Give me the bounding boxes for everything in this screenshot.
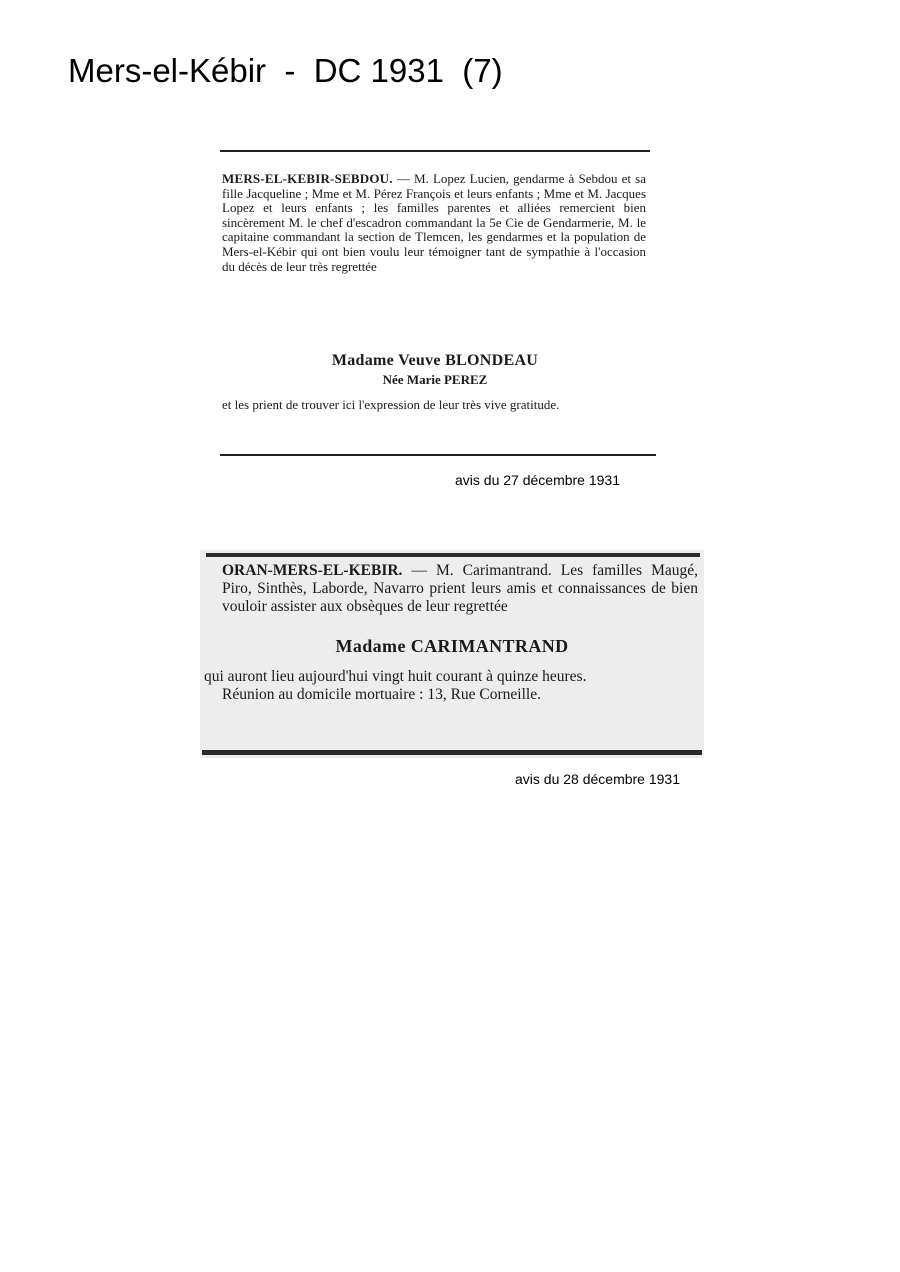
page-title: Mers-el-Kébir - DC 1931 (7): [68, 52, 503, 89]
maiden-name: Née Marie PEREZ: [382, 372, 488, 387]
funeral-address: Réunion au domicile mortuaire : 13, Rue Corneille.: [222, 686, 541, 703]
notice-heading: ORAN-MERS-EL-KEBIR.: [222, 562, 403, 579]
deceased-name: Madame Veuve BLONDEAU: [331, 352, 539, 369]
notice-closing: [204, 668, 698, 704]
divider-top: [220, 150, 650, 152]
obituary-clipping-carimantrand: [200, 550, 704, 758]
notice-heading: MERS-EL-KEBIR-SEBDOU.: [222, 171, 393, 186]
clipping-caption-1: avis du 27 décembre 1931: [455, 472, 620, 488]
divider-top: [206, 553, 700, 557]
divider-bottom: [202, 750, 702, 755]
clipping-caption-2: avis du 28 décembre 1931: [515, 771, 680, 787]
deceased-name: Madame CARIMANTRAND: [335, 636, 569, 656]
notice-closing: et les prient de trouver ici l'expression de leur très vive gratitude.: [222, 397, 560, 412]
notice-text: — M. Lopez Lucien, gendarme à Sebdou et sa fille Jacqueline ; Mme et M. Pérez François et leurs enfants ; Mme et M. Jacques Lopez et leurs enfants ; les familles parentes et alliées remercient bien sincèrement M. le chef d'escadron commandant la 5e Cie de Gendarmerie, M. le capitaine commandant la section de Tlemcen, les gendarmes et la population de Mers-el-Kébir qui ont bien voulu leur témoigner tant de sympathie à l'occasion du décès de leur très regrettée: [222, 171, 646, 274]
notice-text: — M. Carimantrand. Les familles Maugé, Piro, Sinthès, Laborde, Navarro prient leurs amis et connaissances de bien vouloir assister aux obsèques de leur regrettée: [222, 562, 698, 615]
notice-body: [204, 562, 698, 616]
notice-body: [222, 172, 646, 274]
funeral-time: qui auront lieu aujourd'hui vingt huit courant à quinze heures.: [204, 668, 587, 685]
divider-bottom: [220, 454, 656, 456]
